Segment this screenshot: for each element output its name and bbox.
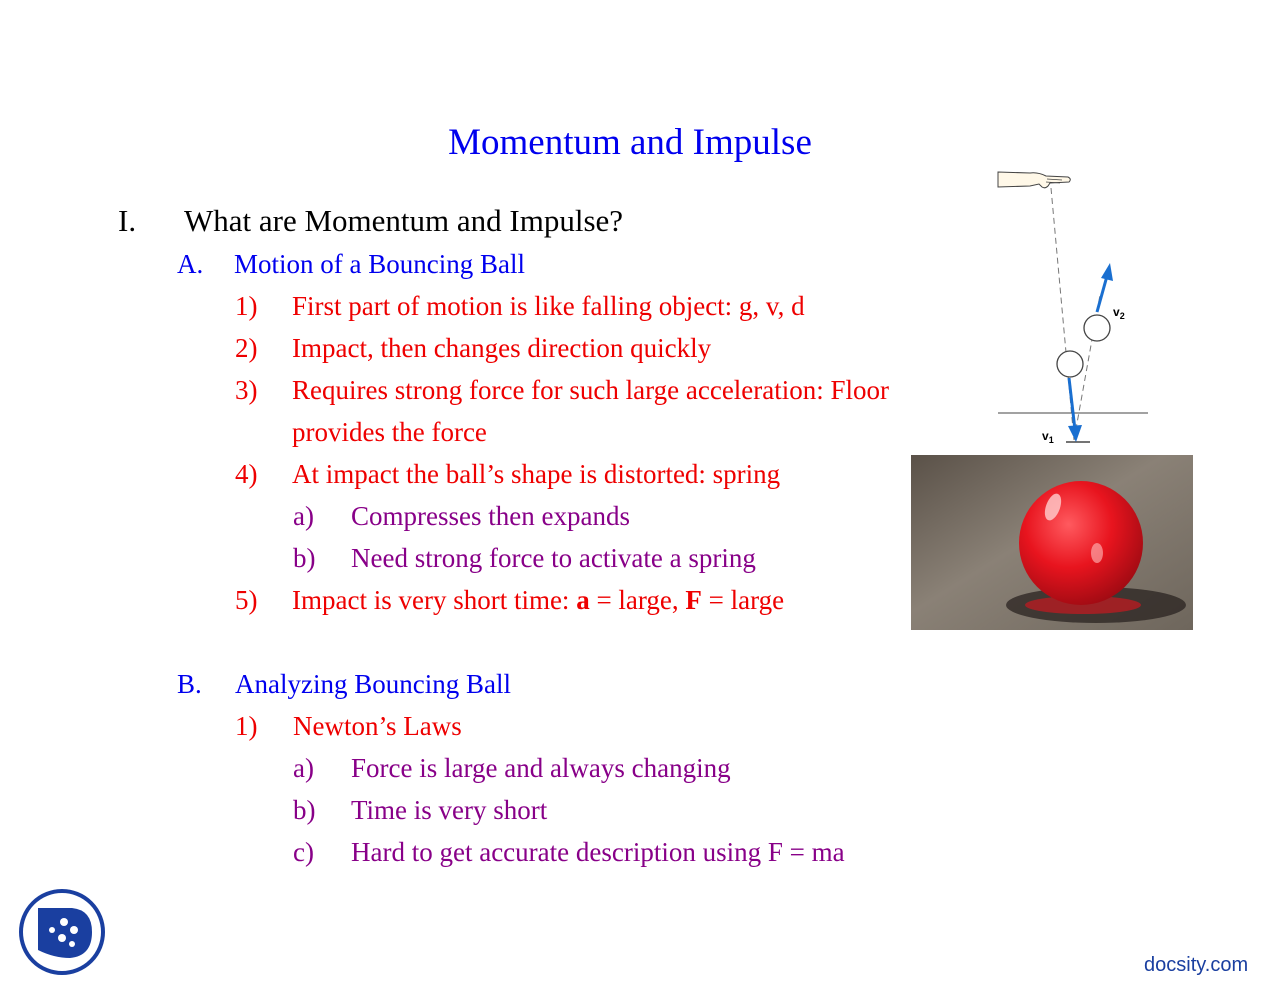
item-b1a-marker: a) <box>293 753 314 783</box>
item-a5-bold-a: a <box>576 585 590 615</box>
item-a5-bold-f: F <box>685 585 702 615</box>
item-a4b-text: Need strong force to activate a spring <box>351 543 756 573</box>
item-a4a-text: Compresses then expands <box>351 501 630 531</box>
item-a4-text: At impact the ball’s shape is distorted: spring <box>292 459 781 489</box>
hand-icon <box>998 172 1070 188</box>
item-a5-marker: 5) <box>235 585 258 615</box>
docsity-logo-icon <box>18 888 106 976</box>
item-a1-text: First part of motion is like falling object: g, v, d <box>292 291 805 321</box>
item-b1a-text: Force is large and always changing <box>351 753 731 783</box>
item-b1b-text: Time is very short <box>351 795 548 825</box>
section-i-marker: I. <box>118 203 137 238</box>
item-a5-text-post: = large <box>701 585 785 615</box>
v2-label-letter: v <box>1113 305 1120 319</box>
footer-site-link[interactable]: docsity.com <box>1144 954 1249 976</box>
item-b1c-text: Hard to get accurate description using F = ma <box>351 837 845 867</box>
item-a2-marker: 2) <box>235 333 258 363</box>
item-b1-marker: 1) <box>235 711 258 741</box>
red-ball-photo <box>911 455 1193 630</box>
bouncing-ball-diagram <box>990 160 1160 455</box>
section-a-heading: Motion of a Bouncing Ball <box>234 249 525 279</box>
v2-label-subscript: 2 <box>1119 311 1125 321</box>
item-a1-marker: 1) <box>235 291 258 321</box>
falling-ball-icon <box>1057 351 1083 377</box>
item-a4-marker: 4) <box>235 459 258 489</box>
red-ball <box>1019 481 1143 605</box>
item-a4b-marker: b) <box>293 543 316 573</box>
section-a-marker: A. <box>177 249 204 279</box>
item-b1-text: Newton’s Laws <box>293 711 462 741</box>
slide-title: Momentum and Impulse <box>448 122 812 163</box>
velocity-v1-arrow-icon <box>1068 378 1082 442</box>
item-a3-text-continued: provides the force <box>292 417 487 447</box>
section-b-heading: Analyzing Bouncing Ball <box>235 669 511 699</box>
velocity-v2-arrow-icon <box>1097 263 1113 312</box>
item-b1b-marker: b) <box>293 795 316 825</box>
section-b-marker: B. <box>177 669 202 699</box>
section-i-heading: What are Momentum and Impulse? <box>184 203 624 238</box>
ball-highlight-lower <box>1091 543 1103 563</box>
item-a3-text: Requires strong force for such large acceleration: Floor <box>292 375 890 405</box>
v1-label-letter: v <box>1042 429 1049 443</box>
item-a4a-marker: a) <box>293 501 314 531</box>
item-a3-marker: 3) <box>235 375 258 405</box>
item-a5-text <box>292 587 784 614</box>
v1-label-subscript: 1 <box>1048 435 1054 445</box>
item-a2-text: Impact, then changes direction quickly <box>292 333 712 363</box>
v2-label <box>1113 305 1125 321</box>
item-a5-text-mid: = large, <box>589 585 686 615</box>
v1-label <box>1042 429 1054 445</box>
rising-ball-icon <box>1084 315 1110 341</box>
item-a5-text-pre: Impact is very short time: <box>292 585 577 615</box>
item-b1c-marker: c) <box>293 837 314 867</box>
